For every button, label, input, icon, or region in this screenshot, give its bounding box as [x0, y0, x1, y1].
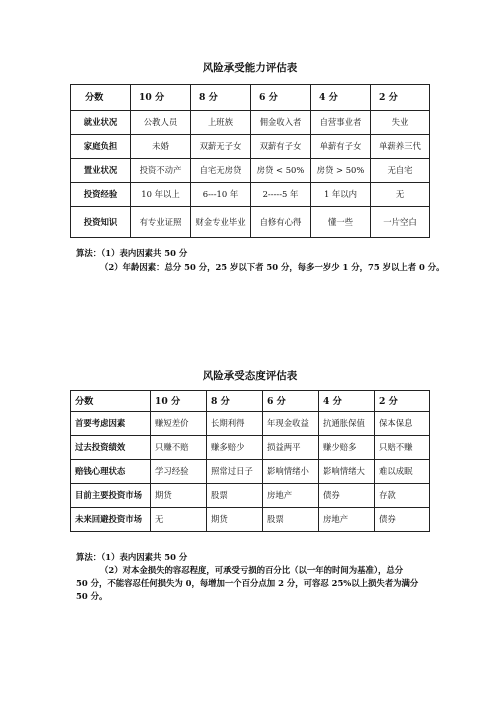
row-label: 赔钱心理状态 [71, 460, 151, 484]
table-cell: 双薪有子女 [251, 135, 311, 159]
table-cell: 影响情绪小 [263, 460, 319, 484]
header-cell: 2 分 [375, 391, 430, 412]
table-cell: 照常过日子 [207, 460, 263, 484]
table-cell: 赚少赔多 [319, 436, 375, 460]
table-cell: 1 年以内 [311, 183, 371, 207]
row-label: 就业状况 [71, 111, 131, 135]
table-row [71, 460, 430, 484]
row-label: 投资经验 [71, 183, 131, 207]
table-row [71, 508, 430, 532]
table-row [71, 484, 430, 508]
table-cell: 双薪无子女 [191, 135, 251, 159]
table2-note-2: （2）对本金损失的容忍程度，可承受亏损的百分比（以一年的时间为基准），总分 [100, 565, 404, 575]
table-cell: 自宅无房贷 [191, 159, 251, 183]
table-cell: 保本保息 [375, 412, 430, 436]
table-cell: 单薪养三代 [371, 135, 430, 159]
table-header-row [71, 391, 430, 412]
table-cell: 房地产 [263, 484, 319, 508]
table2-note-3: 50 分，不能容忍任何损失为 0，每增加一个百分点加 2 分，可容忍 25%以上损失者为满分 [76, 578, 419, 588]
table-cell: 期货 [151, 484, 207, 508]
header-cell: 8 分 [191, 85, 251, 111]
table-row [71, 135, 430, 159]
table-cell: 年现金收益 [263, 412, 319, 436]
table-row [71, 159, 430, 183]
table-cell: 影响情绪大 [319, 460, 375, 484]
row-label: 过去投资绩效 [71, 436, 151, 460]
table-cell: 无 [371, 183, 430, 207]
table-cell: 无自宅 [371, 159, 430, 183]
header-cell: 分数 [71, 391, 151, 412]
row-label: 目前主要投资市场 [71, 484, 151, 508]
table1-note-1: 算法：（1）表内因素共 50 分 [76, 248, 188, 258]
table-row [71, 111, 430, 135]
table-cell: 难以成眠 [375, 460, 430, 484]
table-cell: 6---10 年 [191, 183, 251, 207]
table-cell: 期货 [207, 508, 263, 532]
table2-title: 风险承受态度评估表 [202, 370, 298, 382]
table-cell: 无 [151, 508, 207, 532]
table-cell: 房贷 < 50% [251, 159, 311, 183]
table-cell: 只赔不赚 [375, 436, 430, 460]
header-cell: 2 分 [371, 85, 430, 111]
table-row [71, 207, 430, 238]
table-cell: 懂一些 [311, 207, 371, 238]
table-cell: 存款 [375, 484, 430, 508]
table-cell: 单薪有子女 [311, 135, 371, 159]
table2-note-4: 50 分。 [76, 591, 108, 601]
table1-note-2: （2）年龄因素：总分 50 分，25 岁以下者 50 分，每多一岁少 1 分，75 岁以上者 0 分。 [100, 262, 445, 272]
table-row [71, 412, 430, 436]
table-cell: 10 年以上 [131, 183, 191, 207]
table-cell: 赚短差价 [151, 412, 207, 436]
risk-attitude-table [70, 390, 430, 532]
table-cell: 上班族 [191, 111, 251, 135]
table-cell: 房贷 > 50% [311, 159, 371, 183]
table-cell: 2-----5 年 [251, 183, 311, 207]
table2-note-1: 算法：（1）表内因素共 50 分 [76, 552, 188, 562]
row-label: 首要考虑因素 [71, 412, 151, 436]
table-cell: 一片空白 [371, 207, 430, 238]
header-cell: 4 分 [319, 391, 375, 412]
table-cell: 只赚不赔 [151, 436, 207, 460]
table-cell: 债券 [375, 508, 430, 532]
row-label: 置业状况 [71, 159, 131, 183]
row-label: 家庭负担 [71, 135, 131, 159]
row-label: 未来回避投资市场 [71, 508, 151, 532]
table-cell: 股票 [263, 508, 319, 532]
table-row [71, 436, 430, 460]
header-cell: 分数 [71, 85, 131, 111]
header-cell: 4 分 [311, 85, 371, 111]
header-cell: 6 分 [251, 85, 311, 111]
table-cell: 房地产 [319, 508, 375, 532]
table-cell: 佣金收入者 [251, 111, 311, 135]
table-cell: 股票 [207, 484, 263, 508]
table-cell: 债券 [319, 484, 375, 508]
header-cell: 8 分 [207, 391, 263, 412]
table-cell: 公教人员 [131, 111, 191, 135]
table-cell: 学习经验 [151, 460, 207, 484]
table-cell: 自营事业者 [311, 111, 371, 135]
table-cell: 自修有心得 [251, 207, 311, 238]
table-cell: 损益两平 [263, 436, 319, 460]
table-row [71, 183, 430, 207]
header-cell: 10 分 [131, 85, 191, 111]
risk-capacity-table [70, 84, 430, 238]
table1-title: 风险承受能力评估表 [202, 62, 298, 74]
table-cell: 财金专业毕业 [191, 207, 251, 238]
table-cell: 赚多赔少 [207, 436, 263, 460]
table-cell: 长期利得 [207, 412, 263, 436]
table-cell: 抗通胀保值 [319, 412, 375, 436]
row-label: 投资知识 [71, 207, 131, 238]
table-cell: 投资不动产 [131, 159, 191, 183]
header-cell: 10 分 [151, 391, 207, 412]
table-cell: 有专业证照 [131, 207, 191, 238]
table-header-row [71, 85, 430, 111]
table-cell: 失业 [371, 111, 430, 135]
table-cell: 未婚 [131, 135, 191, 159]
header-cell: 6 分 [263, 391, 319, 412]
